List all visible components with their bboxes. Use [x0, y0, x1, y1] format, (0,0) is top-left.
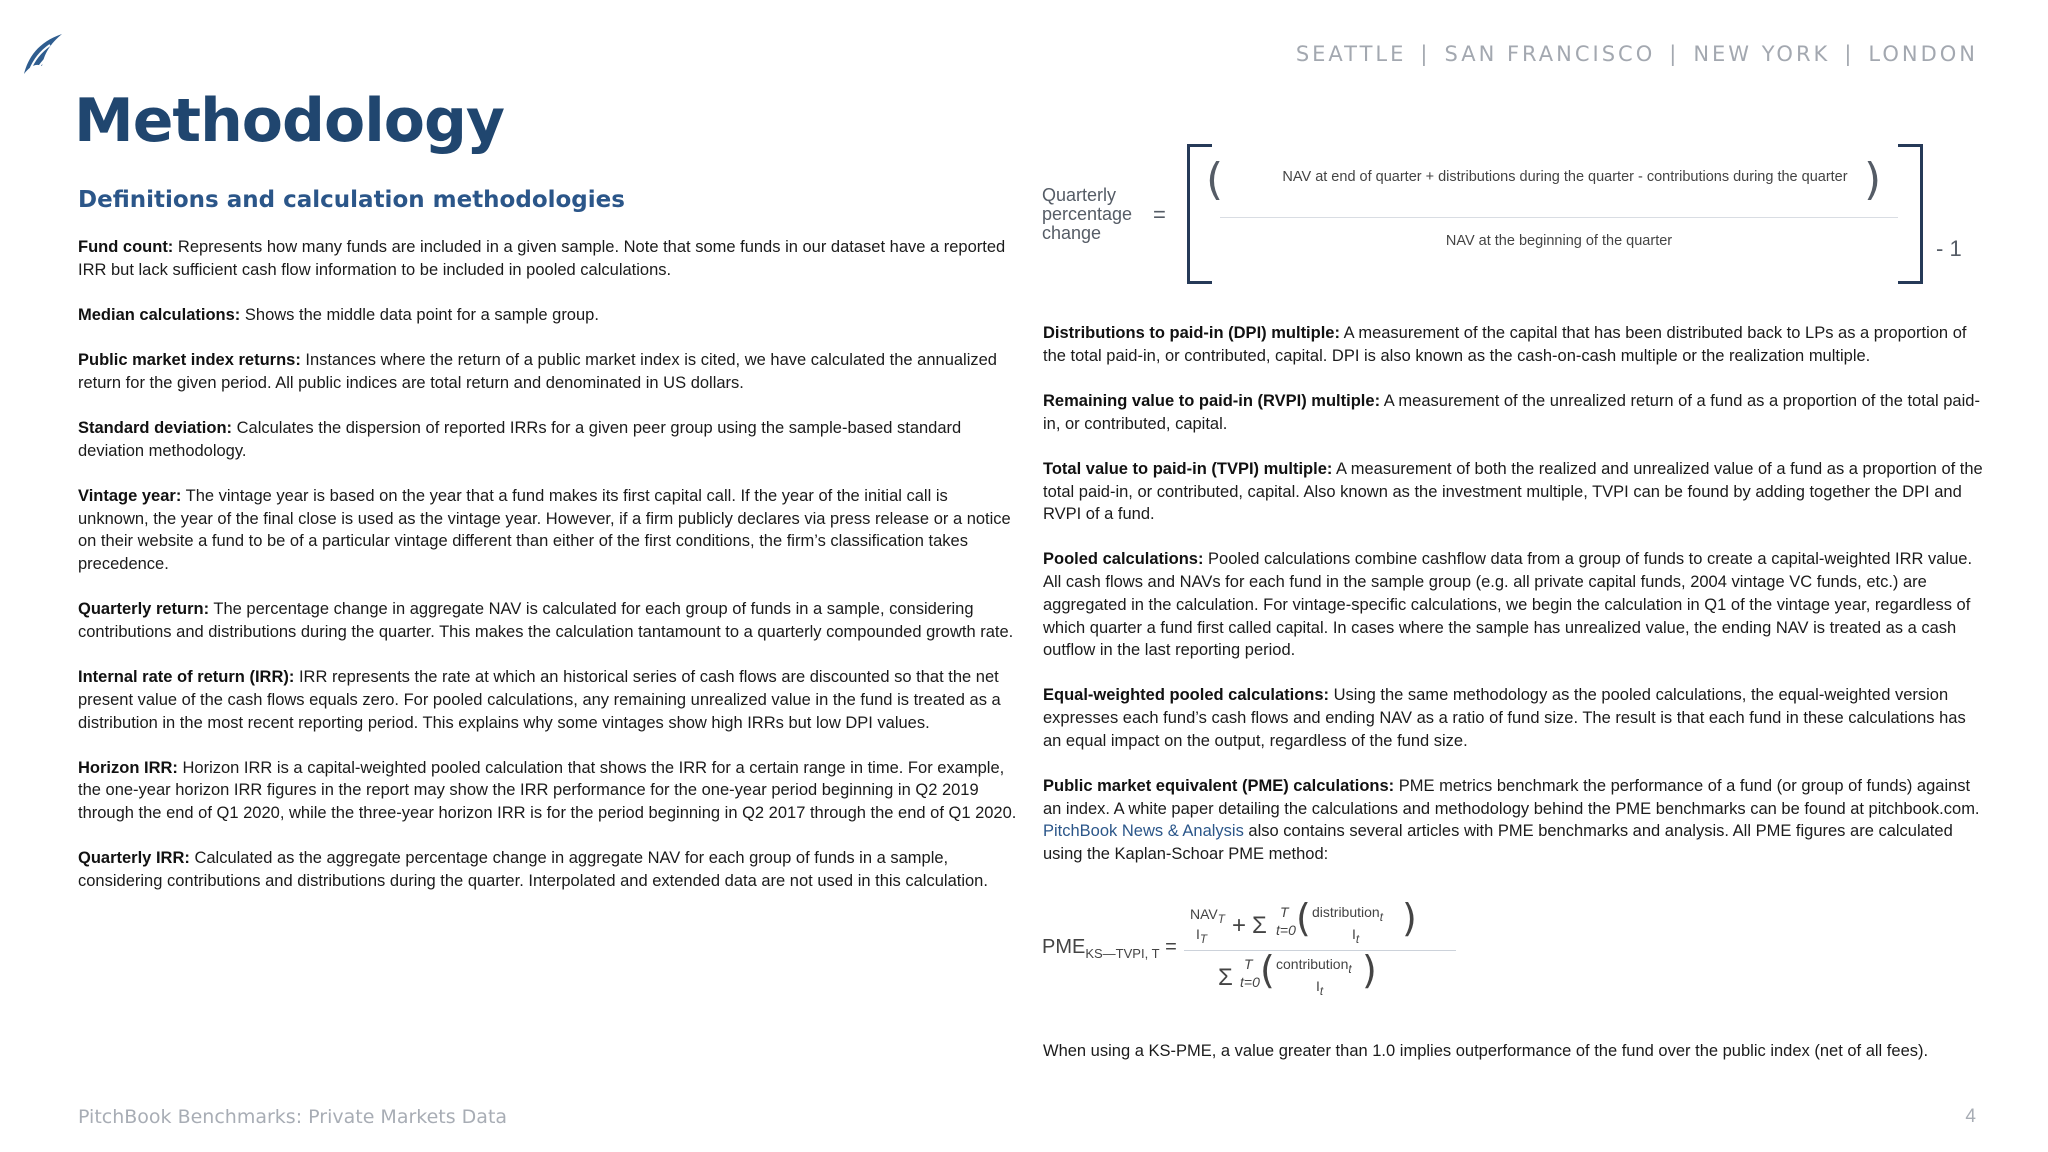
- definition-text: Horizon IRR is a capital-weighted pooled calculation that shows the IRR for a certain range in time. For example, the one-year horizon IRR figures in the report may show the IRR performance for the one-year period beginning in Q2 2019 through the end of Q1 2020, while the three-year horizon IRR is for the period beginning in Q2 2017 through the end of Q1 2020.: [78, 758, 1017, 823]
- definition-quarterly-return: [78, 598, 1020, 643]
- contribution-term: [1276, 956, 1352, 976]
- quarterly-change-formula: [1040, 138, 2000, 288]
- separator: |: [1420, 42, 1431, 66]
- city-new-york: NEW YORK: [1693, 42, 1831, 66]
- pme-note-block: [1043, 1040, 1985, 1063]
- definition-term: Vintage year:: [78, 486, 182, 505]
- fraction-line: [1184, 950, 1456, 951]
- close-paren: ): [1362, 948, 1377, 992]
- definition-term: Standard deviation:: [78, 419, 233, 438]
- close-paren: ): [1864, 154, 1882, 205]
- definition-text: Using the same methodology as the pooled calculations, the equal-weighted version expresses each fund’s cash flows and ending NAV as a ratio of fund size. The result is that each fund in these calculations has an equal impact on the output, regardless of the fund size.: [1043, 686, 1966, 750]
- definition-text: The percentage change in aggregate NAV is calculated for each group of funds in a sample, considering contributions and distributions during the quarter. This makes the calculation tantamount to a quarterly compounded growth rate.: [78, 600, 1014, 641]
- definition-rvpi: [1043, 390, 1985, 435]
- pme-note: When using a KS-PME, a value greater than 1.0 implies outperformance of the fund over the public index (net of all fees).: [1043, 1042, 1929, 1060]
- formula-label: Quarterly percentage change: [1042, 185, 1133, 243]
- definition-public-market-index-returns: [78, 349, 1020, 394]
- city-seattle: SEATTLE: [1295, 42, 1407, 66]
- definition-vintage-year: [78, 485, 1020, 576]
- definition-term: Quarterly return:: [78, 600, 210, 619]
- office-locations: [1296, 42, 1978, 66]
- formula-numerator: NAV at end of quarter + distributions during the quarter - contributions during the quarter: [1282, 169, 1848, 185]
- subscript-t: t: [1379, 910, 1383, 924]
- definition-equal-weighted: [1043, 684, 1985, 752]
- right-definitions-column: [1043, 322, 1985, 888]
- range-bottom: t=0: [1240, 974, 1260, 990]
- pme-subscript: KS—TVPI, T: [1085, 946, 1160, 961]
- definition-text: Shows the middle data point for a sample group.: [240, 305, 599, 324]
- separator: |: [1844, 42, 1855, 66]
- equals-sign: =: [1153, 202, 1166, 227]
- definition-text: Calculates the dispersion of reported IRRs for a given peer group using the sample-based standard deviation methodology.: [78, 419, 962, 460]
- definition-term: Internal rate of return (IRR):: [78, 668, 295, 687]
- definition-text: A measurement of both the realized and unrealized value of a fund as a proportion of the total paid-in, or contributed, capital. Also known as the investment multiple, TVPI can be found by adding together the DPI and RVPI of a fund.: [1043, 459, 1983, 524]
- index-t-term: [1352, 926, 1359, 946]
- subscript-t: t: [1319, 984, 1324, 998]
- open-paren: (: [1260, 948, 1275, 992]
- range-top: T: [1280, 904, 1289, 920]
- definition-text: Instances where the return of a public market index is cited, we have calculated the annualized return for the given period. All public indices are total return and denominated in US dollars.: [78, 351, 997, 392]
- right-bracket: [1898, 144, 1923, 284]
- formula-denominator: NAV at the beginning of the quarter: [1445, 233, 1673, 249]
- plus-sign: +: [1232, 912, 1247, 939]
- definition-median-calculations: [78, 304, 1020, 327]
- range-bottom: t=0: [1276, 922, 1296, 938]
- definition-quarterly-irr: [78, 847, 1020, 892]
- definition-text: A measurement of the unrealized return of a fund as a proportion of the total paid-in, or contributed, capital.: [1043, 391, 1980, 433]
- definition-text: PME metrics benchmark the performance of a fund (or group of funds) against an index. A white paper detailing the calculations and methodology behind the PME benchmarks can be found at pitchbook.com.: [1043, 777, 1980, 818]
- open-paren: (: [1206, 154, 1224, 205]
- subscript-T: T: [1199, 932, 1208, 946]
- definition-term: Median calculations:: [78, 305, 241, 324]
- distribution-label: distribution: [1312, 904, 1380, 920]
- definition-text: A measurement of the capital that has been distributed back to LPs as a proportion of the total paid-in, or contributed, capital. DPI is also known as the cash-on-cash multiple or the realization multiple.: [1043, 324, 1967, 365]
- definition-text: IRR represents the rate at which an historical series of cash flows are discounted so that the net present value of the cash flows equals zero. For pooled calculations, any remaining unrealized value in the fund is treated as a distribution in the most recent reporting period. This explains why some vintages show high IRRs but low DPI values.: [78, 668, 1001, 732]
- page-number: 4: [1965, 1106, 1976, 1127]
- definition-term: Horizon IRR:: [78, 758, 178, 777]
- definition-dpi: [1043, 322, 1985, 367]
- nav-term: [1190, 906, 1225, 926]
- definition-term: Remaining value to paid-in (RVPI) multiple:: [1043, 391, 1381, 410]
- range-top: T: [1244, 956, 1253, 972]
- definition-term: Quarterly IRR:: [78, 849, 190, 868]
- minus-one: - 1: [1936, 236, 1962, 261]
- distribution-term: [1312, 904, 1383, 924]
- nav-symbol: NAV: [1190, 906, 1218, 922]
- section-subtitle: Definitions and calculation methodologies: [78, 187, 625, 213]
- city-london: LONDON: [1868, 42, 1978, 66]
- definition-term: Distributions to paid-in (DPI) multiple:: [1043, 324, 1340, 342]
- definition-pme: [1043, 775, 1985, 866]
- pme-formula: [1040, 896, 1460, 1010]
- pitchbook-logo-icon: [20, 30, 66, 76]
- page-title: Methodology: [74, 86, 505, 156]
- left-definitions-column: [78, 236, 1020, 915]
- index-symbol: I: [1196, 926, 1200, 942]
- definition-tvpi: [1043, 458, 1985, 526]
- index-symbol: I: [1352, 926, 1356, 942]
- definition-term: Public market index returns:: [78, 351, 301, 370]
- sigma-icon: Σ: [1252, 912, 1267, 939]
- definition-standard-deviation: [78, 417, 1020, 462]
- subscript-t: t: [1355, 932, 1360, 946]
- definition-text: also contains several articles with PME benchmarks and analysis. All PME figures are calculated using the Kaplan-Schoar PME method:: [1043, 822, 1953, 864]
- definition-irr: [78, 666, 1020, 734]
- open-paren: (: [1296, 896, 1311, 940]
- definition-fund-count: [78, 236, 1020, 281]
- definition-term: Total value to paid-in (TVPI) multiple:: [1043, 459, 1333, 478]
- definition-term: Equal-weighted pooled calculations:: [1043, 686, 1330, 705]
- index-t-term: [1316, 978, 1323, 998]
- index-term: [1196, 926, 1207, 946]
- definition-text: Calculated as the aggregate percentage change in aggregate NAV for each group of funds in a sample, considering contributions and distributions during the quarter. Interpolated and extended data are not used in this calculation.: [78, 849, 988, 891]
- pme-lhs: [1042, 936, 1177, 961]
- definition-term: Pooled calculations:: [1043, 550, 1204, 569]
- index-symbol: I: [1316, 978, 1320, 994]
- definition-text: Pooled calculations combine cashflow data from a group of funds to create a capital-weighted IRR value. All cash flows and NAVs for each fund in the sample group (e.g. all private capital funds, 2004 vintage VC funds, etc.) are aggregated in the calculation. For vintage-specific calculations, we begin the calculation in Q1 of the vintage year, regardless of which quarter a fund first called capital. In cases where the sample has unrealized value, the ending NAV is treated as a cash outflow in the last reporting period.: [1043, 550, 1973, 660]
- definition-horizon-irr: [78, 757, 1020, 825]
- definition-term: Fund count:: [78, 238, 174, 256]
- contribution-label: contribution: [1276, 956, 1349, 972]
- pitchbook-news-link[interactable]: PitchBook News & Analysis: [1043, 822, 1244, 841]
- definition-text: The vintage year is based on the year that a fund makes its first capital call. If the year of the initial call is unknown, the year of the final close is used as the vintage year. However, if a firm publicly declares via press release or a notice on their website a fund to be of a particular vintage different than either of the first conditions, the firm’s classification takes precedence.: [78, 486, 1011, 574]
- definition-text: Represents how many funds are included in a given sample. Note that some funds in our dataset have a reported IRR but lack sufficient cash flow information to be included in pooled calculations.: [78, 238, 1006, 279]
- sigma-icon: Σ: [1218, 964, 1233, 991]
- definition-pooled-calculations: [1043, 548, 1985, 662]
- fraction-line: [1220, 217, 1898, 218]
- pme-symbol: PME: [1042, 936, 1086, 958]
- subscript-T: T: [1217, 912, 1225, 926]
- separator: |: [1669, 42, 1680, 66]
- close-paren: ): [1402, 896, 1417, 940]
- footer-title: PitchBook Benchmarks: Private Markets Data: [78, 1106, 508, 1128]
- equals-sign: =: [1165, 936, 1177, 958]
- city-san-francisco: SAN FRANCISCO: [1444, 42, 1656, 66]
- subscript-t: t: [1348, 962, 1352, 976]
- definition-term: Public market equivalent (PME) calculations:: [1043, 777, 1395, 796]
